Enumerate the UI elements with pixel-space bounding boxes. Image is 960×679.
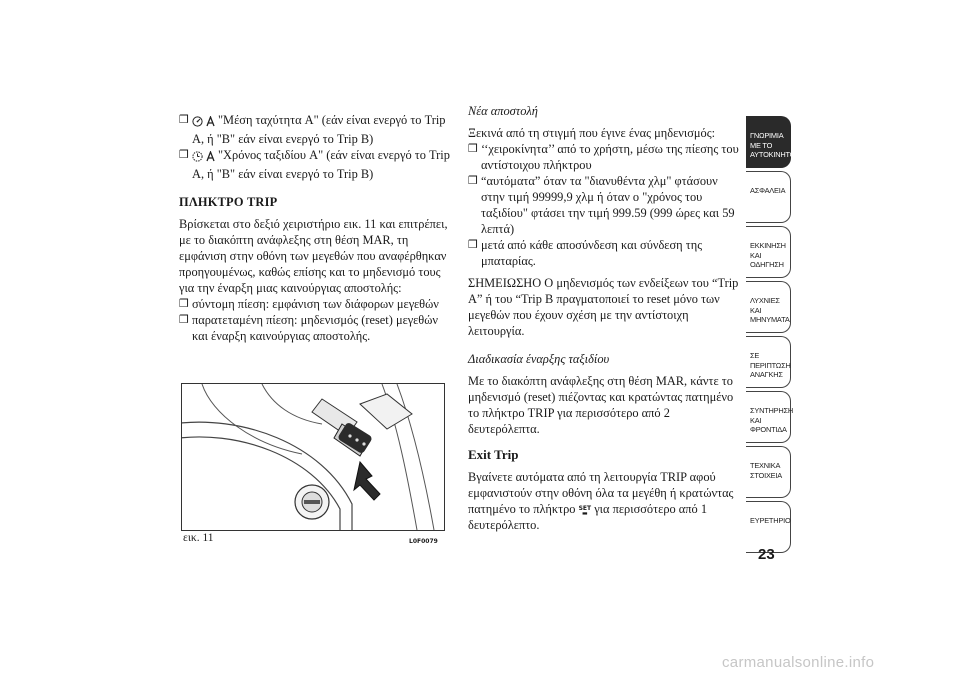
clock-icon — [192, 150, 203, 166]
paragraph — [468, 469, 743, 533]
chapter-tab[interactable]: ΕΥΡΕΤΗΡΙΟ — [746, 501, 791, 553]
stalk-illustration — [182, 384, 444, 530]
chapter-tab[interactable]: ΣΕ ΠΕΡΙΠΤΩΣΗ ΑΝΑΓΚΗΣ — [746, 336, 791, 388]
bullet-box-icon: ❒ — [179, 313, 189, 326]
set-button-icon: SET ▬ — [578, 505, 592, 517]
paragraph-text: Βγαίνετε αυτόματα από τη λειτουργία TRIP αφού εμφανιστούν στην οθόνη όλα τα μεγέθη ή κρατώντας πατημένο το πλήκτρο — [468, 470, 734, 516]
figure-caption: εικ. 11 — [183, 532, 214, 544]
chapter-tab[interactable]: ΓΝΩΡΙΜΙΑ ΜΕ ΤΟ ΑΥΤΟΚΙΝΗΤΟ — [746, 116, 791, 168]
bullet-short-press — [179, 296, 457, 312]
paragraph: Με το διακόπτη ανάφλεξης στη θέση MAR, κάντε το μηδενισμό (reset) πιέζοντας και κρατώντας πατημένο το πλήκτρο TRIP για περισσότερο από 2 δευτερόλεπτα. — [468, 374, 734, 436]
exit-trip-heading: Exit Trip — [468, 447, 519, 462]
right-column — [468, 103, 743, 533]
paragraph: Ξεκινά από τη στιγμή που έγινε ένας μηδενισμός: — [468, 126, 716, 140]
subheading-new-mission: Νέα αποστολή — [468, 104, 538, 118]
bullet-manual — [468, 141, 743, 173]
section-heading: ΠΛΗΚΤΡΟ TRIP — [179, 195, 278, 209]
bullet-text: "Χρόνος ταξιδίου A" (εάν είναι ενεργό το Trip A, ή "B" εάν είναι ενεργό το Trip B) — [192, 148, 450, 181]
chapter-tab[interactable]: ΕΚΚΙΝΗΣΗ ΚΑΙ ΟΔΗΓΗΣΗ — [746, 226, 791, 278]
bullet-text: ‘‘χειροκίνητα’’ από το χρήστη, μέσω της πίεσης του αντίστοιχου πλήκτρου — [481, 142, 739, 172]
figure-code: L0F0079 — [409, 538, 438, 545]
bullet-box-icon: ❒ — [179, 113, 189, 126]
paragraph-text: για περισσότερο από 1 δευτερόλεπτο. — [468, 502, 708, 532]
bullet-battery — [468, 237, 743, 269]
chapter-tab[interactable]: ΛΥΧΝΙΕΣ ΚΑΙ ΜΗΝΥΜΑΤΑ — [746, 281, 791, 333]
chapter-tab[interactable]: ΣΥΝΤΗΡΗΣΗ ΚΑΙ ΦΡΟΝΤΙΔΑ — [746, 391, 791, 443]
trip-a-icon — [206, 150, 215, 166]
chapter-tab[interactable]: ΤΕΧΝΙΚΑ ΣΤΟΙΧΕΙΑ — [746, 446, 791, 498]
set-label: SET — [578, 505, 592, 512]
page-number: 23 — [758, 546, 775, 563]
note-paragraph: ΣΗΜΕΙΩΣΗΟ Ο μηδενισμός των ενδείξεων του “Trip A” ή του “Trip B πραγματοποιεί το reset μόνο των μεγεθών που έχουν σχέση με την αντίστοιχη λειτουργία. — [468, 276, 739, 338]
bullet-trip-time — [179, 147, 457, 182]
bullet-box-icon: ❒ — [468, 174, 478, 187]
chapter-tabs — [746, 116, 796, 556]
bullet-box-icon: ❒ — [179, 148, 189, 161]
bullet-average-speed — [179, 112, 457, 147]
bullet-box-icon: ❒ — [468, 238, 478, 251]
trip-a-icon — [206, 115, 215, 131]
bullet-automatic — [468, 173, 743, 237]
subheading-trip-start: Διαδικασία έναρξης ταξιδίου — [468, 352, 610, 366]
bullet-text: παρατεταμένη πίεση: μηδενισμός (reset) μεγεθών και έναρξη καινούργιας αποστολής. — [192, 313, 438, 343]
left-column — [179, 112, 457, 344]
bullet-text: σύντομη πίεση: εμφάνιση των διάφορων μεγεθών — [192, 297, 439, 311]
paragraph: Βρίσκεται στο δεξιό χειριστήριο εικ. 11 και επιτρέπει, με το διακόπτη ανάφλεξης στη θέση MAR, τη εμφάνιση στην οθόνη των μεγεθών που αναφέρθηκαν προηγουμένως, καθώς επίσης και το μηδενισμό τους για την έναρξη μιας καινούργιας αποστολής: — [179, 217, 448, 295]
chapter-tab[interactable]: ΑΣΦΑΛΕΙΑ — [746, 171, 791, 223]
bullet-long-press — [179, 312, 457, 344]
watermark: carmanualsonline.info — [722, 654, 875, 671]
bullet-text: “αυτόματα” όταν τα "διανυθέντα χλμ" φτάσουν στην τιμή 99999,9 χλμ ή όταν ο "χρόνος του ταξιδίου" φτάσει την τιμή 999.59 (999 ώρες και 59 λεπτά) — [481, 174, 735, 236]
bullet-box-icon: ❒ — [179, 297, 189, 310]
bullet-text: μετά από κάθε αποσύνδεση και σύνδεση της μπαταρίας. — [481, 238, 703, 268]
steering-stalk-figure — [181, 383, 445, 531]
bullet-text: "Μέση ταχύτητα A" (εάν είναι ενεργό το Trip A, ή "B" εάν είναι ενεργό το Trip B) — [192, 113, 446, 146]
speedometer-icon — [192, 115, 203, 131]
bullet-box-icon: ❒ — [468, 142, 478, 155]
